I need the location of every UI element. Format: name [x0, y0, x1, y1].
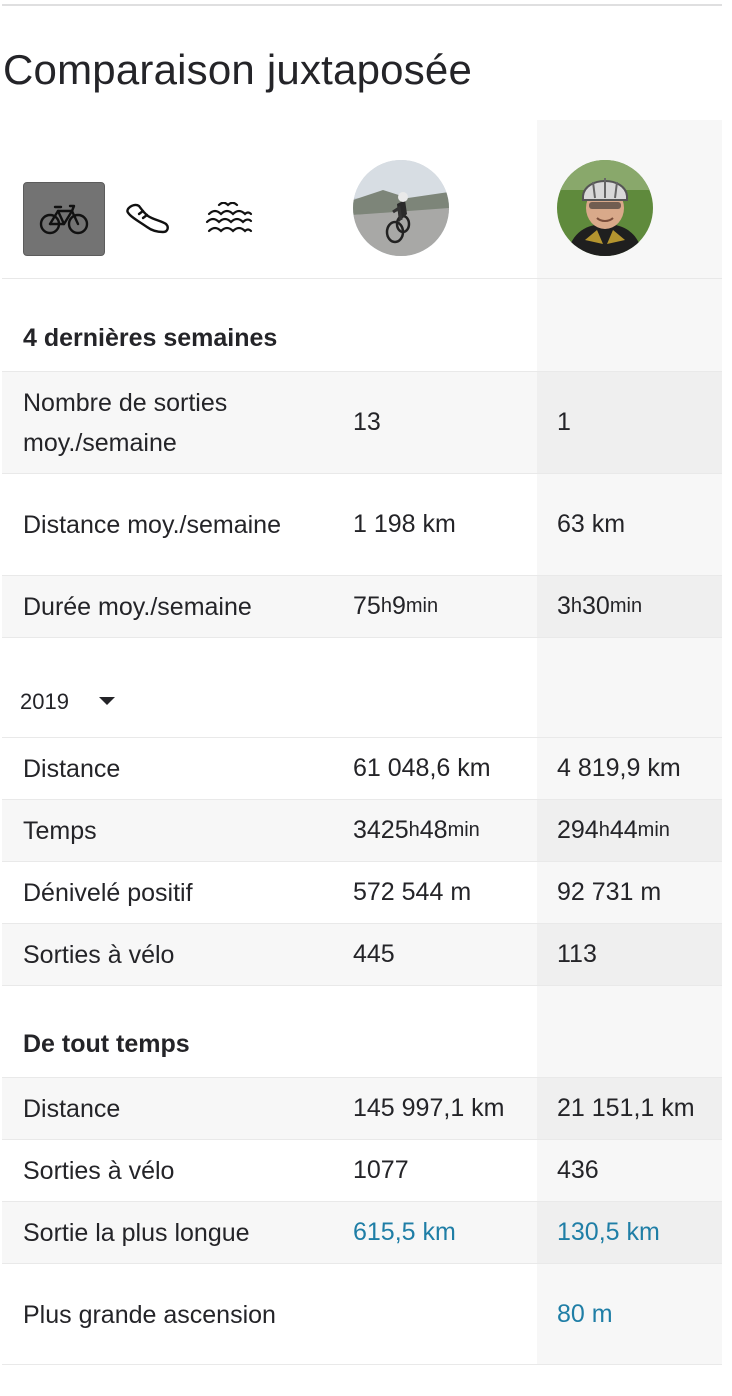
athlete-2-value: 3 h 30 min [537, 576, 722, 637]
page-title: Comparaison juxtaposée [3, 46, 473, 93]
row-label: Sortie la plus longue [23, 1218, 250, 1247]
comparison-header [2, 120, 722, 279]
table-row [2, 737, 722, 799]
avatar-athlete-1[interactable] [353, 160, 449, 256]
athlete-2-value: 4 819,9 km [557, 754, 681, 782]
bike-icon [39, 202, 89, 236]
top-divider [2, 4, 722, 6]
sport-tab-run[interactable] [106, 182, 188, 256]
athlete-1-value: 61 048,6 km [353, 754, 491, 782]
row-label: Sorties à vélo [23, 1156, 175, 1185]
table-row [2, 1201, 722, 1263]
row-label: Temps [23, 816, 97, 845]
athlete-2-value: 436 [557, 1156, 599, 1184]
sport-tab-bike[interactable] [23, 182, 105, 256]
caret-down-icon [99, 697, 115, 705]
row-label: Durée moy./semaine [23, 592, 252, 621]
biggest-climb-athlete-1 [353, 1264, 537, 1365]
section-recent-title: 4 dernières semaines [23, 324, 278, 352]
biggest-climb-link-athlete-2[interactable]: 80 m [557, 1300, 613, 1328]
row-label: Sorties à vélo [23, 940, 175, 969]
athlete-2-value: 294 h 44 min [537, 800, 722, 861]
table-row [2, 1077, 722, 1139]
longest-ride-link-athlete-1[interactable]: 615,5 km [353, 1218, 456, 1246]
avatar-athlete-2[interactable] [557, 160, 653, 256]
section-recent-header [2, 279, 722, 371]
row-label: Dénivelé positif [23, 878, 193, 907]
row-label: Plus grande ascension [23, 1300, 276, 1329]
athlete-1-value: 75 h 9 min [353, 592, 439, 620]
table-row [2, 1139, 722, 1201]
section-alltime-header [2, 985, 722, 1077]
swim-icon [205, 202, 253, 236]
table-row [2, 1263, 722, 1365]
athlete-2-value: 21 151,1 km [537, 1078, 722, 1139]
year-selector[interactable] [2, 637, 722, 737]
row-label: Distance [23, 1094, 121, 1123]
table-bottom-divider [2, 1364, 722, 1365]
table-row [2, 473, 722, 575]
athlete-2-value: 63 km [557, 510, 626, 538]
athlete-1-value: 1077 [353, 1156, 409, 1184]
athlete-1-value: 3425 h 48 min [353, 816, 480, 844]
athlete-1-value: 572 544 m [353, 878, 472, 906]
year-selector-value: 2019 [20, 689, 69, 714]
athlete-2-value: 92 731 m [557, 878, 662, 906]
table-row [2, 923, 722, 985]
row-label: Distance [23, 754, 121, 783]
sport-tab-swim[interactable] [188, 182, 270, 256]
table-row [2, 575, 722, 637]
athlete-1-value: 445 [353, 940, 395, 968]
athlete-1-value: 145 997,1 km [353, 1094, 505, 1122]
section-alltime-title: De tout temps [23, 1030, 190, 1058]
table-row [2, 861, 722, 923]
row-label: Nombre de sorties moy./semaine [23, 388, 228, 457]
table-row [2, 799, 722, 861]
row-label: Distance moy./semaine [23, 510, 281, 539]
athlete-2-value: 113 [537, 924, 722, 985]
table-row [2, 371, 722, 473]
longest-ride-link-athlete-2[interactable]: 130,5 km [537, 1202, 722, 1263]
athlete-2-value: 1 [537, 372, 722, 473]
shoe-icon [122, 199, 172, 239]
athlete-1-value: 1 198 km [353, 510, 456, 538]
athlete-1-value: 13 [353, 408, 381, 436]
